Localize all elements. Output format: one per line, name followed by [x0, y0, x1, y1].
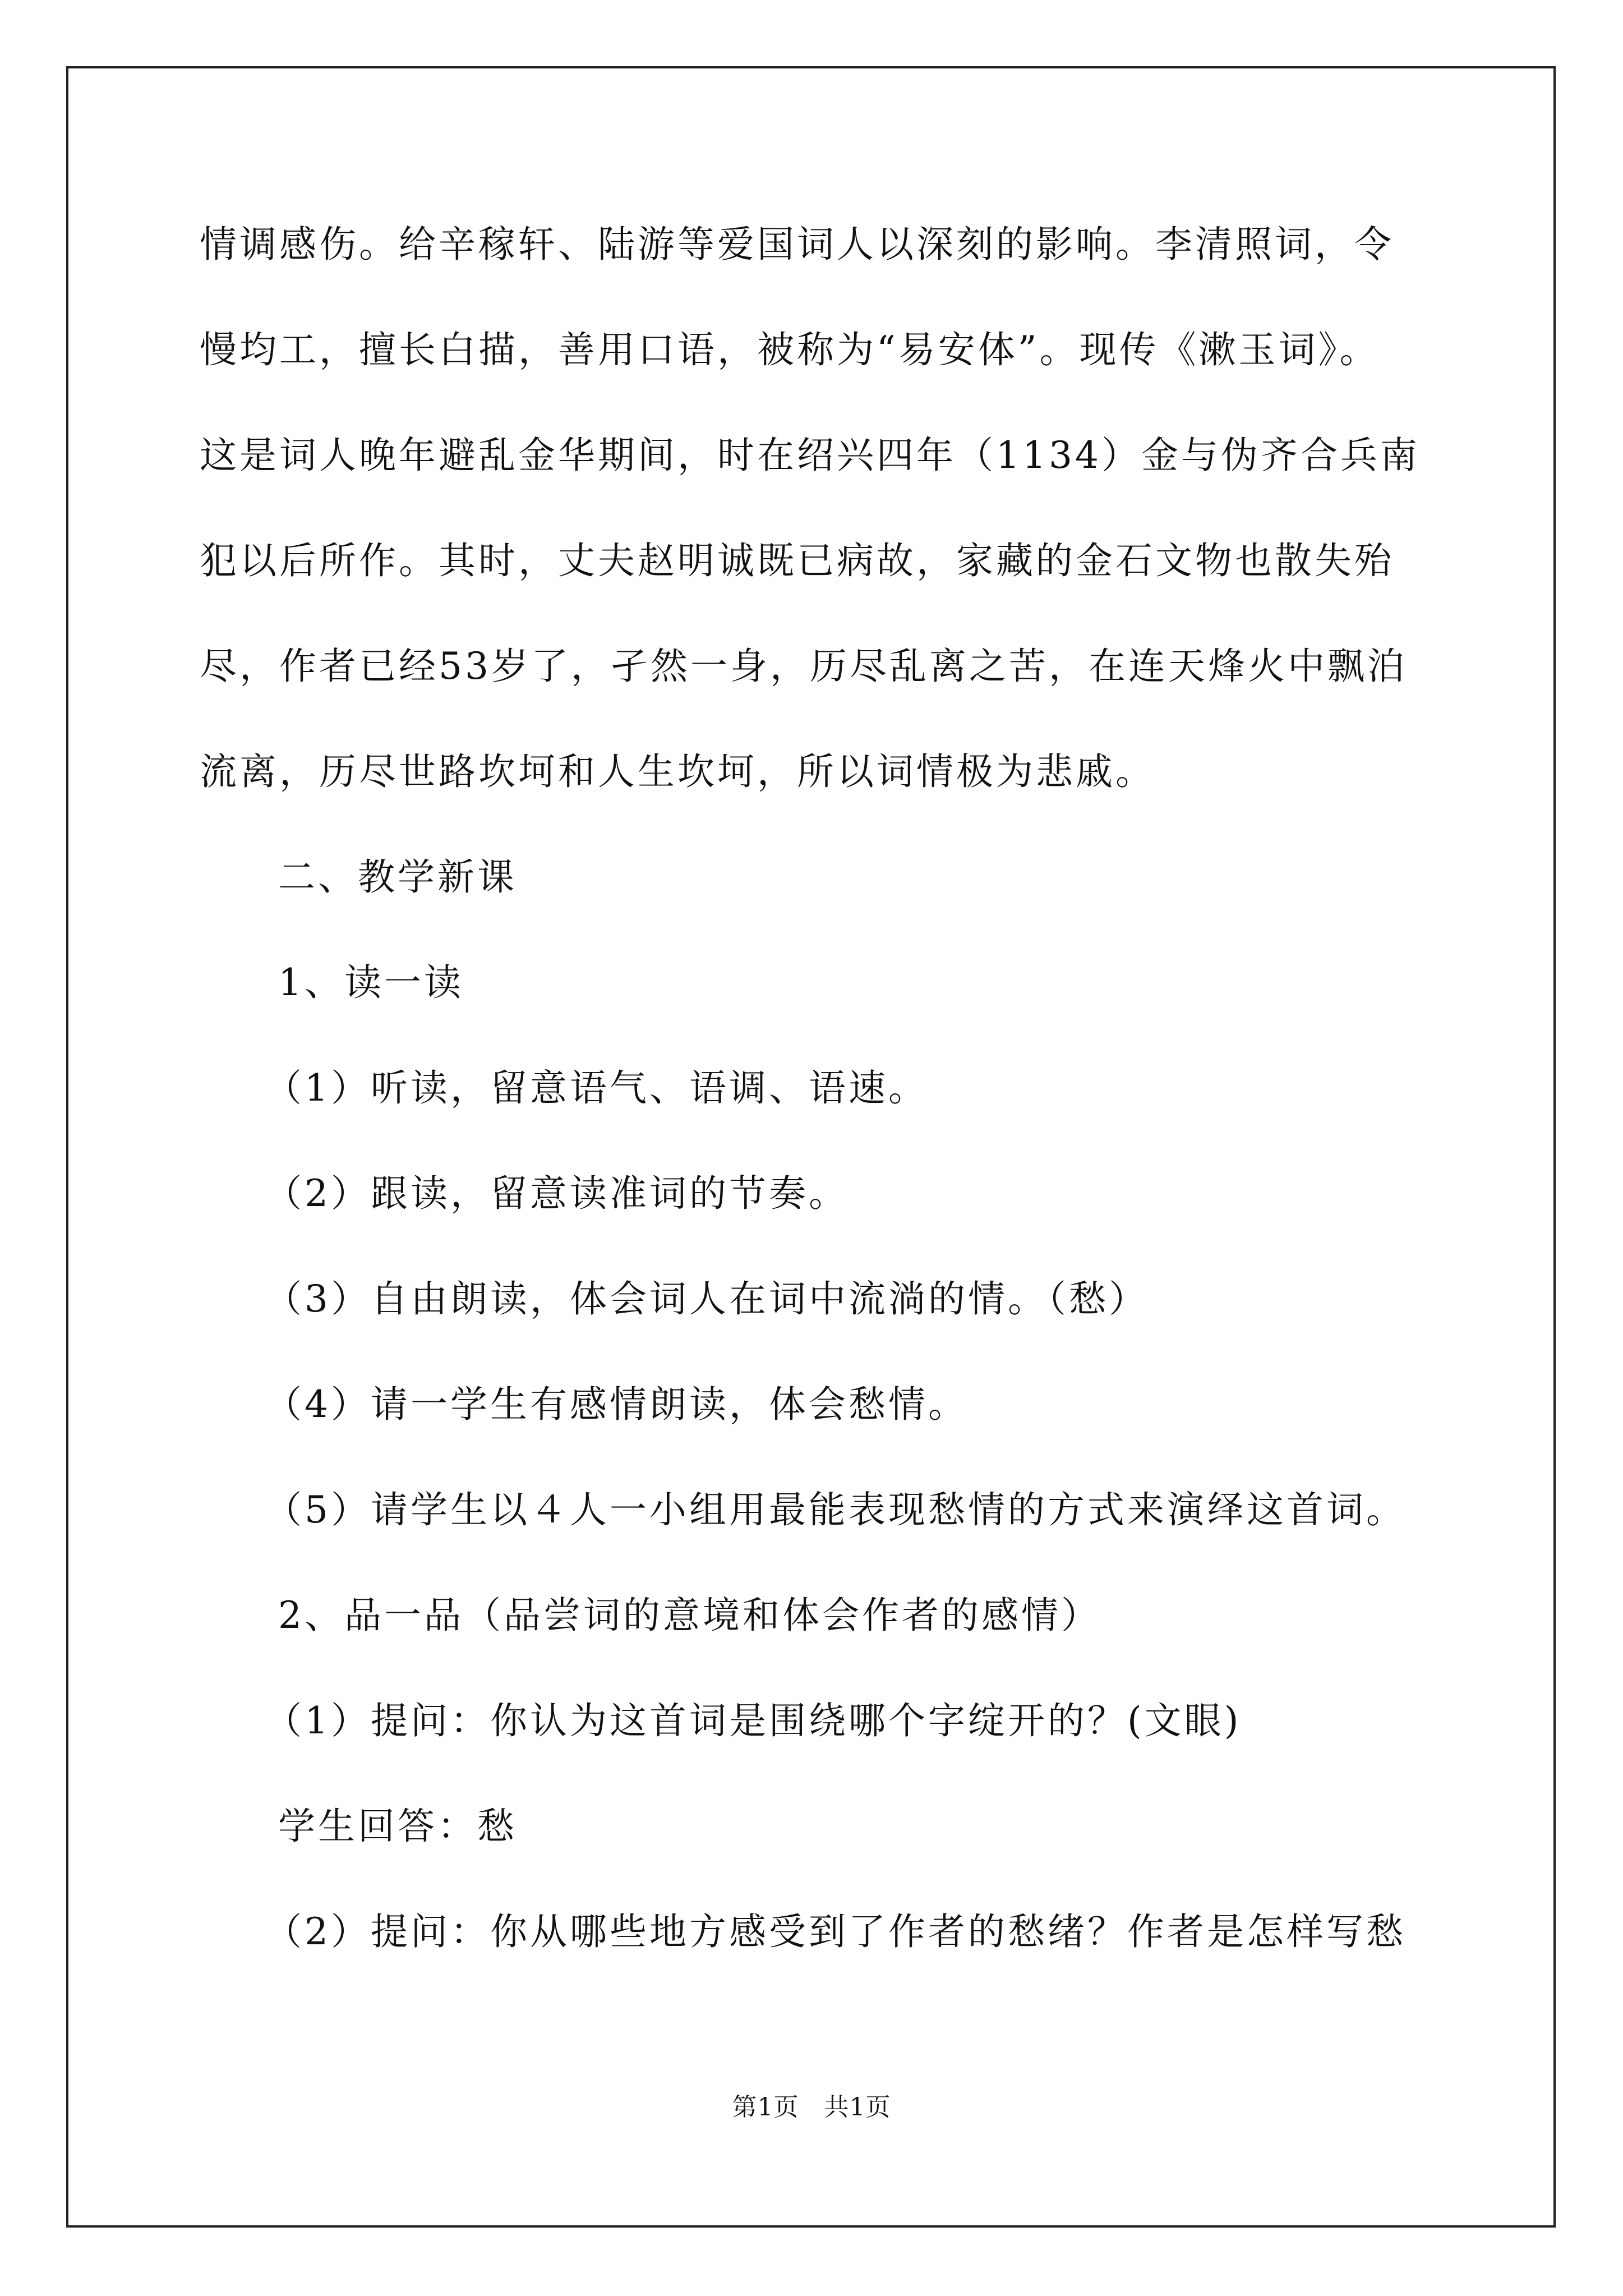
paragraph-line: 这是词人晚年避乱金华期间，时在绍兴四年（1134）金与伪齐合兵南	[200, 434, 1420, 477]
subsection-heading: 1、读一读	[278, 961, 464, 1004]
list-item: （2）跟读，留意读准词的节奏。	[265, 1172, 849, 1215]
list-item: （3）自由朗读，体会词人在词中流淌的情。（愁）	[265, 1277, 1149, 1320]
page-footer: 第1页 共1页	[732, 2093, 891, 2122]
paragraph-line: 犯以后所作。其时，丈夫赵明诚既已病故，家藏的金石文物也散失殆	[200, 539, 1394, 582]
paragraph-line: 情调感伤。给辛稼轩、陆游等爱国词人以深刻的影响。李清照词，令	[200, 223, 1394, 266]
paragraph-line: 慢均工，擅长白描，善用口语，被称为“易安体”。现传《漱玉词》。	[200, 328, 1380, 371]
list-item: （1）提问：你认为这首词是围绕哪个字绽开的？(文眼)	[265, 1699, 1242, 1742]
page-border	[66, 66, 1556, 2228]
student-answer: 学生回答：愁	[278, 1805, 517, 1848]
list-item: （1）听读，留意语气、语调、语速。	[265, 1066, 928, 1110]
list-item: （5）请学生以４人一小组用最能表现愁情的方式来演绎这首词。	[265, 1488, 1406, 1531]
list-item: （4）请一学生有感情朗读，体会愁情。	[265, 1383, 968, 1426]
section-heading: 二、教学新课	[278, 855, 517, 899]
paragraph-line: 尽，作者已经53岁了，孑然一身，历尽乱离之苦，在连天烽火中飘泊	[200, 645, 1407, 688]
subsection-heading: 2、品一品（品尝词的意境和体会作者的感情）	[278, 1594, 1101, 1637]
list-item: （2）提问：你从哪些地方感受到了作者的愁绪？作者是怎样写愁	[265, 1910, 1406, 1953]
paragraph-line: 流离，历尽世路坎坷和人生坎坷，所以词情极为悲戚。	[200, 750, 1155, 793]
